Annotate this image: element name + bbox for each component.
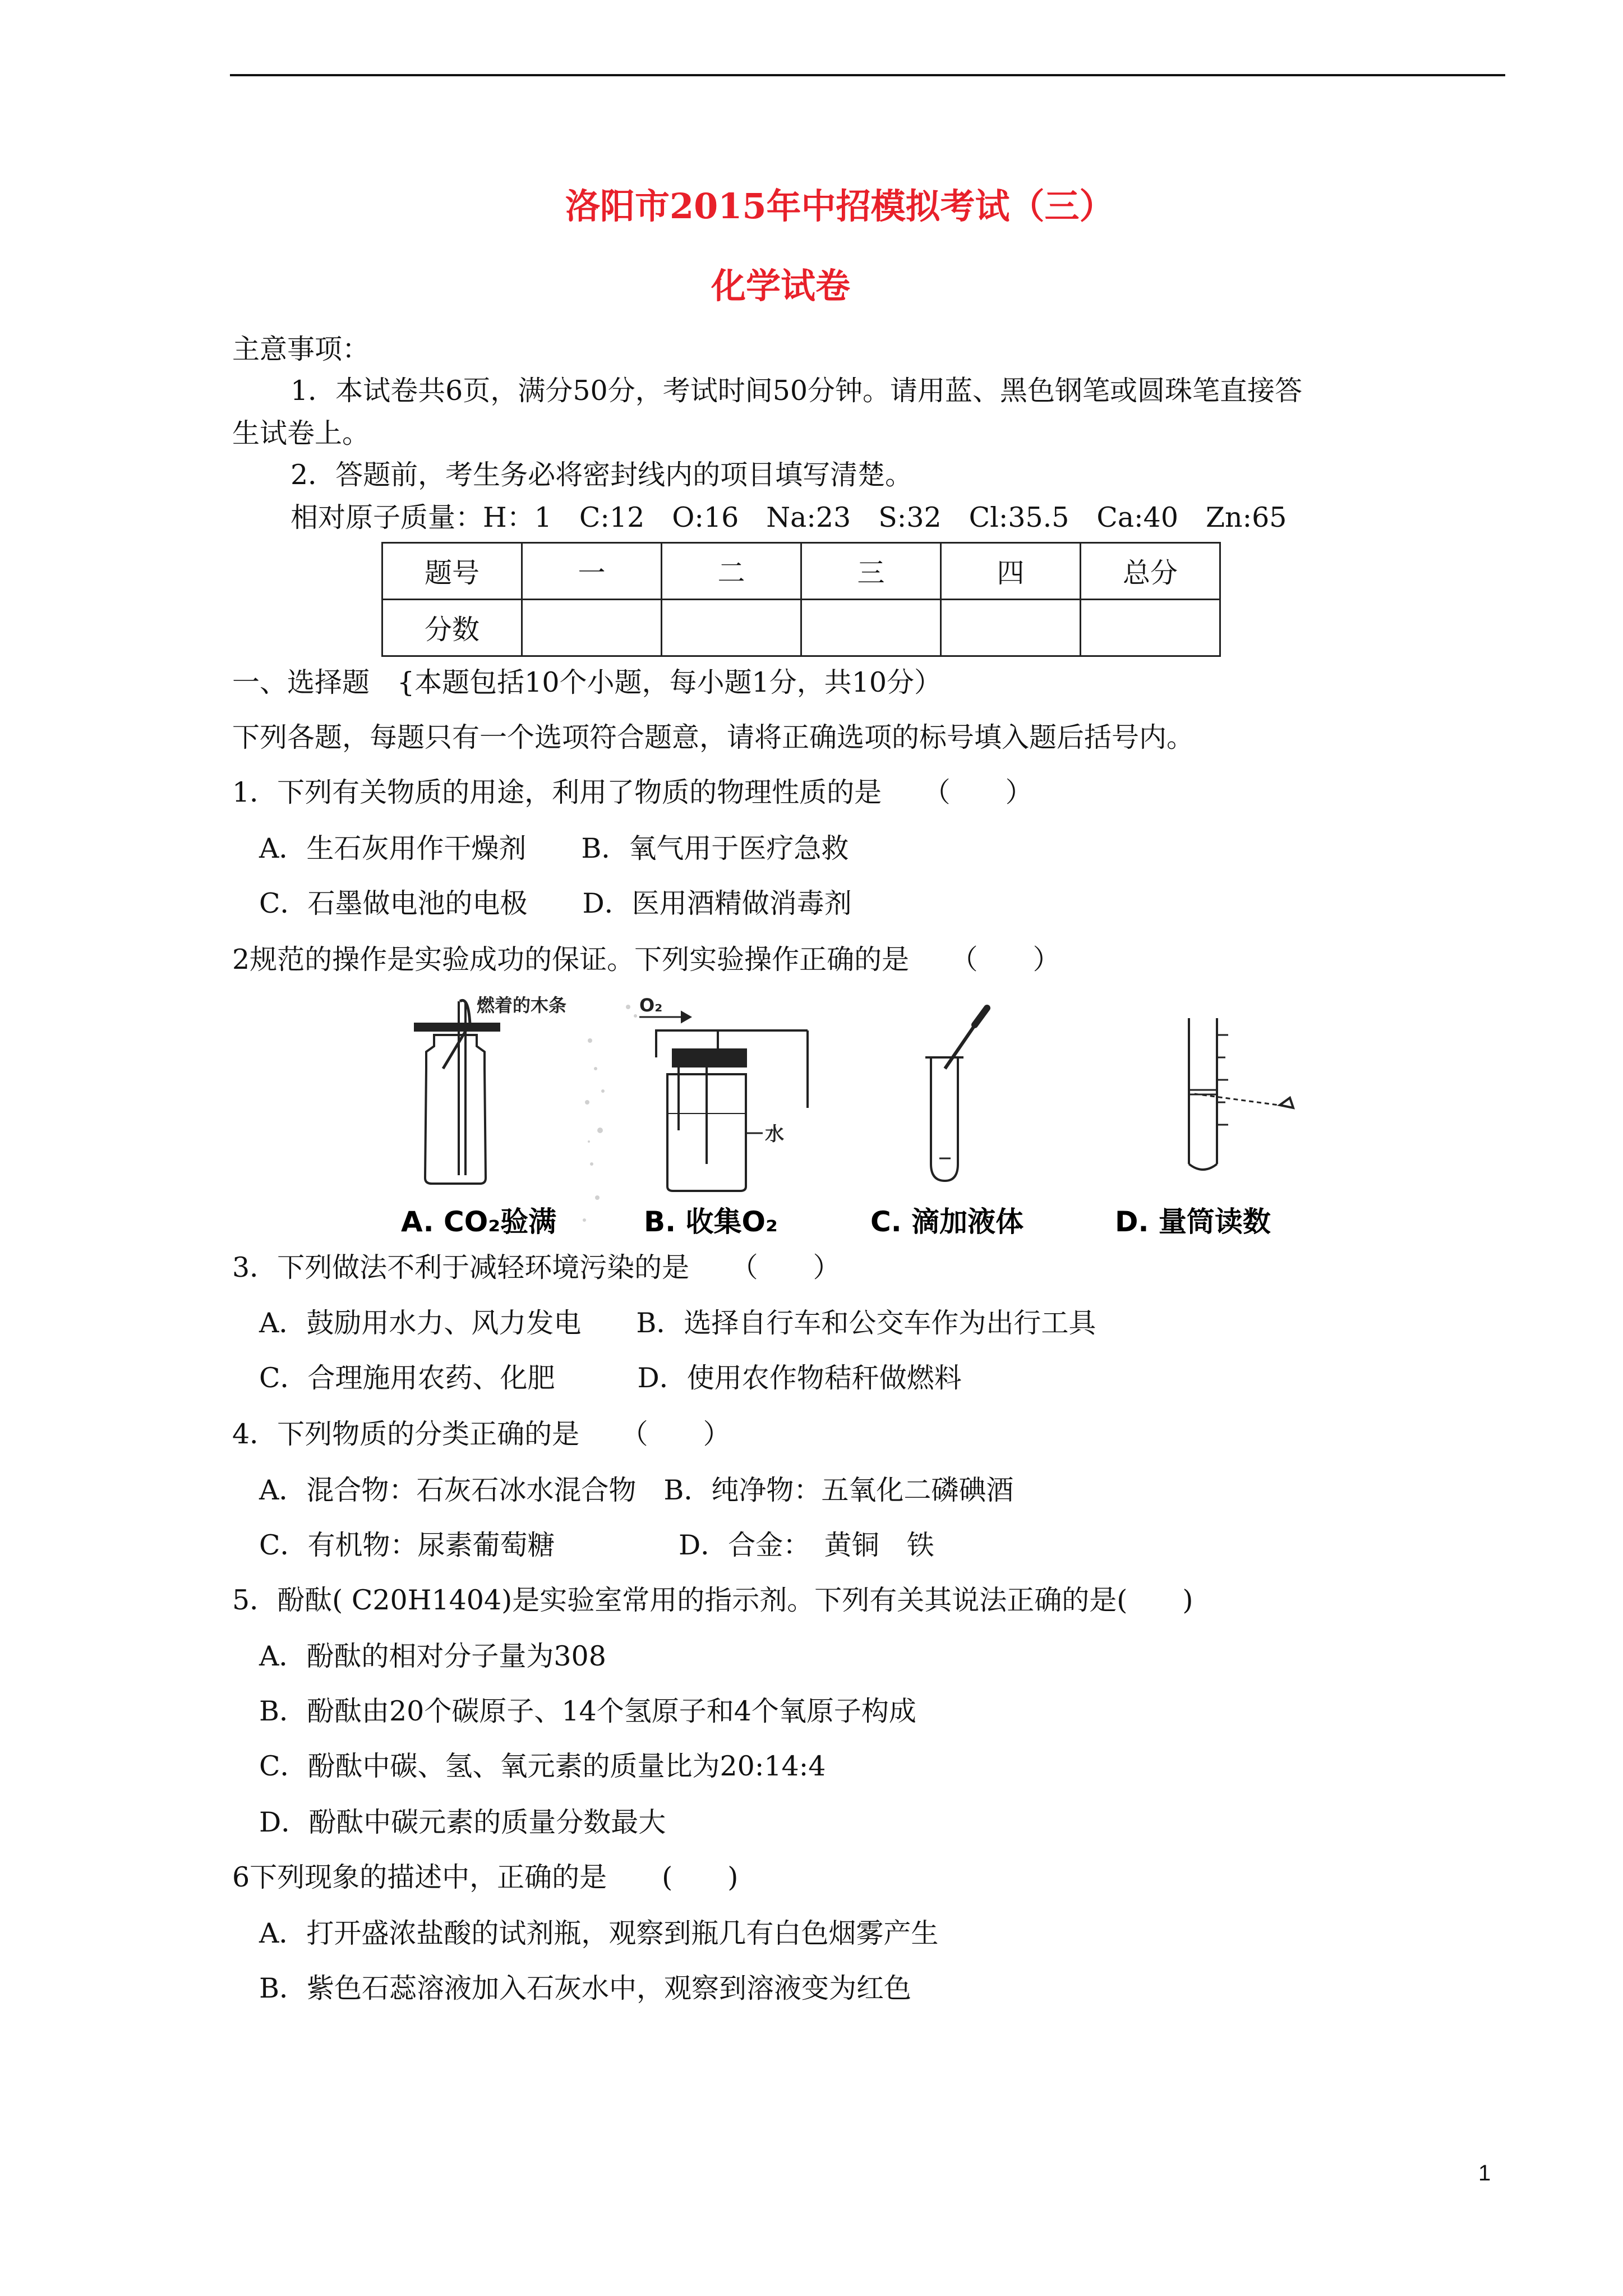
question-1-options-cd: C．石墨做电池的电极 D．医用酒精做消毒剂 [259,887,852,919]
cell-total: 总分 [1081,543,1220,600]
question-4-option-d: D．合金： 黄铜 铁 [679,1529,934,1561]
cell-label-question: 题号 [382,543,522,600]
caption-d: D. 量筒读数 [1115,1205,1271,1238]
caption-b: B. 收集O₂ [644,1205,778,1238]
question-3-options-ab: A．鼓励用水力、风力发电 B．选择自行车和公交车作为出行工具 [259,1307,1096,1339]
question-5-option-a: A．酚酞的相对分子量为308 [259,1640,606,1672]
section-1-heading: 一、选择题 {本题包括10个小题，每小题1分，共10分） [232,666,942,698]
header-rule [230,74,1505,76]
label-burning-stick: 燃着的木条 [477,996,567,1016]
apparatus-a-co2-check [415,1000,499,1184]
score-table [381,542,1221,657]
apparatus-c-add-liquid [925,1008,987,1181]
question-3-options-cd: C．合理施用农药、化肥 D．使用农作物秸秆做燃料 [259,1362,962,1394]
score-table-header-row [382,543,1220,600]
question-6-option-a: A．打开盛浓盐酸的试剂瓶，观察到瓶几有白色烟雾产生 [259,1917,939,1949]
cell-label-score: 分数 [382,600,522,656]
score-cell-total [1081,600,1220,656]
question-4-stem: 4．下列物质的分类正确的是 （ ） [232,1418,731,1450]
cell-section-3: 三 [801,543,941,600]
score-table-score-row [382,600,1220,656]
cell-section-1: 一 [522,543,662,600]
apparatus-b-collect-o2 [639,1013,808,1191]
atomic-masses: 相对原子质量：H：1 C:12 O:16 Na:23 S:32 Cl:35.5 Ca:40 Zn:65 [291,501,1287,533]
lab-operations-figure [393,996,1312,1243]
score-cell-3 [801,600,941,656]
section-1-instruction: 下列各题，每题只有一个选项符合题意，请将正确选项的标号填入题后括号内。 [232,721,1195,753]
notes-item-1: 1．本试卷共6页，满分50分，考试时间50分钟。请用蓝、黑色钢笔或圆珠笔直接答 [291,375,1303,407]
lab-operations-svg [393,996,1312,1243]
page-number: 1 [1478,2161,1491,2185]
question-1-options-ab: A．生石灰用作干燥剂 B．氧气用于医疗急救 [259,832,849,864]
label-o2: O₂ [639,996,663,1016]
question-4-options-ab: A．混合物：石灰石冰水混合物 B．纯净物：五氧化二磷碘酒 [259,1474,1014,1506]
score-cell-4 [941,600,1081,656]
notes-item-2: 2．答题前，考生务必将密封线内的项目填写清楚。 [291,459,913,491]
scan-noise [583,1005,637,1222]
question-6-option-b: B．紫色石蕊溶液加入石灰水中，观察到溶液变为红色 [259,1972,912,2004]
question-2-stem: 2规范的操作是实验成功的保证。下列实验操作正确的是 （ ） [232,944,1061,976]
cell-section-2: 二 [662,543,801,600]
exam-title: 洛阳市2015年中招模拟考试（三） [565,186,1114,227]
question-5-option-b: B．酚酞由20个碳原子、14个氢原子和4个氧原子构成 [259,1695,916,1727]
notes-item-1-cont: 生试卷上。 [232,417,370,449]
caption-c: C. 滴加液体 [870,1205,1024,1238]
exam-subtitle: 化学试卷 [711,265,851,306]
apparatus-d-cylinder-reading [1189,1018,1293,1170]
question-5-stem: 5．酚酞( C20H1404)是实验室常用的指示剂。下列有关其说法正确的是( ) [232,1584,1193,1616]
question-4-option-c: C．有机物：尿素葡萄糖 [259,1529,555,1561]
caption-a: A. CO₂验满 [401,1205,557,1238]
question-5-option-d: D．酚酞中碳元素的质量分数最大 [259,1806,666,1838]
label-water: 水 [765,1123,784,1145]
cell-section-4: 四 [941,543,1081,600]
notes-heading: 主意事项： [232,333,370,365]
score-cell-1 [522,600,662,656]
question-3-stem: 3．下列做法不利于减轻环境污染的是 （ ） [232,1251,841,1283]
score-cell-2 [662,600,801,656]
question-1-stem: 1．下列有关物质的用途，利用了物质的物理性质的是 （ ） [232,776,1033,808]
question-6-stem: 6下列现象的描述中，正确的是 ( ) [232,1861,739,1893]
question-5-option-c: C．酚酞中碳、氢、氧元素的质量比为20:14:4 [259,1750,826,1782]
